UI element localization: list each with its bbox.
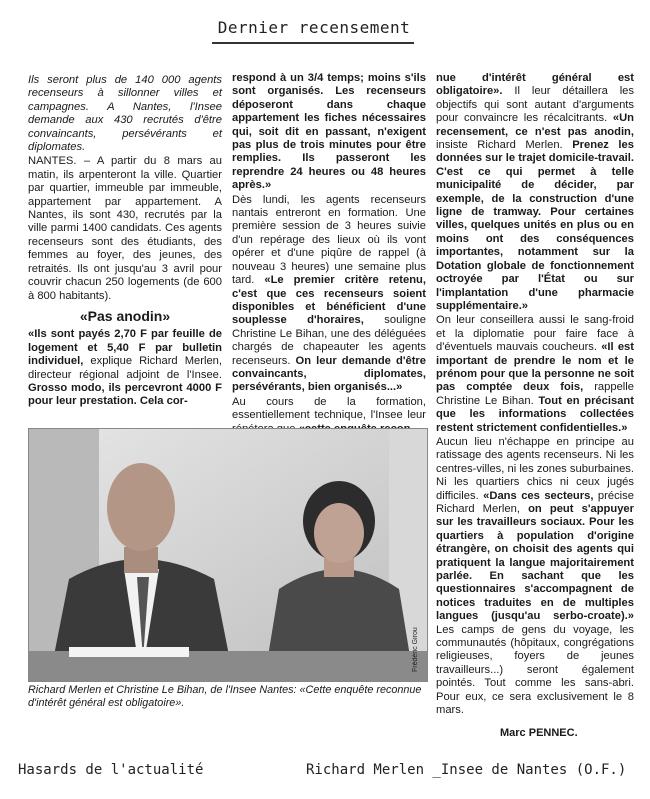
article-paragraph xyxy=(232,194,426,395)
article-lead: Ils seront plus de 140 000 agents recenseurs à sillonner villes et campagnes. A Nantes, l'Insee demande aux 430 recrutés d'être convaincants, persévérants et diplomates. xyxy=(28,74,222,154)
article-column-2 xyxy=(232,72,427,422)
quote-text: «Il est important de prendre le nom et le prénom pour que la personne ne soit pas comptée deux fois, xyxy=(436,341,634,394)
quote-text: nue d'intérêt général est obligatoire». xyxy=(436,72,634,98)
article-column-1 xyxy=(28,74,222,418)
quote-text: respond à un 3/4 temps; moins s'ils sont organisés. Les recenseurs déposeront dans chaque appartement les fiches nécessaires qui, soit dit en passant, n'exigent pas plus de trois minutes pour être remplies. Ils passeront les reprendre 24 heures ou 48 heures après.» xyxy=(232,72,426,192)
quote-text: Prenez les données sur le trajet domicile-travail. C'est ce qui permet à telle municipalité de décider, par exemple, de la construction d'une ligne de tramway. Pour certaines villes, quelques unités en plus ou en moins ont des conséquences importantes, notamment sur la Dotation globale de fonctionnement octroyée par l'État ou sur l'implantation d'une pharmacie supplémentaire.» xyxy=(436,139,634,312)
article-paragraph xyxy=(436,436,634,718)
paragraph-text: NANTES. – A partir du 8 mars au matin, ils arpenteront la ville. Quartier par quartier, immeuble par immeuble, appartement par appartement. A Nantes, ils sont 430, recrutés par la ville parmi 1400 candidats. Ces agents recenseurs sont des étudiants, des femmes au foyer, des jeunes, des retraités. Ils ont jusqu'au 3 avril pour couvrir chacun 250 logements (de 600 à 800 habitants). xyxy=(28,155,222,302)
quote-text: Tout en précisant que les informations collectées restent strictement confidentielles.» xyxy=(436,394,634,434)
quote-text: «Ils sont payés 2,70 F par feuille de logement et 5,40 F par bulletin individuel, xyxy=(28,328,222,368)
paragraph-text: Les camps de gens du voyage, les communautés (hôpitaux, congrégations religieuses, foyers de jeunes travailleurs...) seront également pointés. Tout comme les sans-abri. Pour eux, ce sera exclusivement le 8 mars. xyxy=(436,623,634,717)
quote-text: Grosso modo, ils percevront 4000 F pour leur prestation. Cela cor- xyxy=(28,381,222,408)
author-signature: Marc PENNEC. xyxy=(500,727,578,739)
photo-documents xyxy=(69,647,189,657)
article-paragraph xyxy=(28,328,222,408)
paragraph-text: On leur conseillera aussi le sang-froid et la diplomatie pour faire face à d'éventuels mauvais coucheurs. xyxy=(436,314,634,354)
handwritten-note-right: Richard Merlen _Insee de Nantes (O.F.) xyxy=(306,762,627,778)
quote-text: On leur demande d'être convaincants, diplomates, persévérants, bien organisés...» xyxy=(232,354,426,394)
quote-text: «Dans ces secteurs, xyxy=(483,489,594,502)
article-paragraph xyxy=(28,155,222,302)
page-title: Dernier recensement xyxy=(217,18,411,37)
quote-text: «Un recensement, ce n'est pas anodin, xyxy=(436,112,634,138)
paragraph-text: explique Richard Merlen, directeur régional adjoint de l'Insee. xyxy=(28,355,222,381)
paragraph-text: insiste Richard Merlen. xyxy=(436,139,573,152)
photo-caption: Richard Merlen et Christine Le Bihan, de l'Insee Nantes: «Cette enquête reconnue d'intérêt général est obligatoire». xyxy=(28,684,422,709)
photo-credit: Frédéric Girou xyxy=(412,627,419,672)
paragraph-text: Au cours de la formation, essentiellement technique, l'Insee leur xyxy=(232,395,426,422)
quote-text: «Le premier critère retenu, c'est que ces recenseurs soient disponibles et bénéficient d'une souplesse d'horaires, xyxy=(232,274,427,327)
handwritten-note-left: Hasards de l'actualité xyxy=(18,762,204,778)
paragraph-text: précise Richard Merlen, xyxy=(436,489,634,515)
article-photo xyxy=(28,428,428,682)
title-underline xyxy=(212,42,414,44)
paragraph-text: souligne Christine Le Bihan, une des déléguées chargés de chapeauter les agents recenseurs. xyxy=(232,314,426,367)
paragraph-text: rappelle Christine Le Bihan. xyxy=(436,381,635,407)
quote-text: on peut s'appuyer sur les travailleurs sociaux. Pour les quartiers à population d'origine étrangère, on choisit des agents qui pratiquent la langue majoritairement parlée. En sachant que les questionnaires s'accompagnent de notices traduites en de multiples langues (jusqu'au serbo-croate).» xyxy=(436,503,635,623)
paragraph-text: Dès lundi, les agents recenseurs nantais entreront en formation. Une première session de 3 heures suivie d'un repérage des lieux où ils vont opérer et d'une piqûre de rappel (à nouveau 3 heures) une semaine plus tard. xyxy=(232,193,426,287)
article-paragraph xyxy=(436,72,634,313)
article-column-3 xyxy=(436,72,634,737)
paragraph-text: Il leur détaillera les objectifs qui sont autant d'arguments pour convaincre les récalcitrants. xyxy=(436,85,634,125)
article-paragraph xyxy=(436,314,634,435)
subheading: «Pas anodin» xyxy=(79,307,171,324)
photo-illustration xyxy=(29,429,427,681)
paragraph-text: Aucun lieu n'échappe en principe au ratissage des agents recenseurs. Ni les centres-villes, ni les zones suburbaines. Ni les quartiers chics ni ceux jugés difficiles. xyxy=(436,435,634,502)
